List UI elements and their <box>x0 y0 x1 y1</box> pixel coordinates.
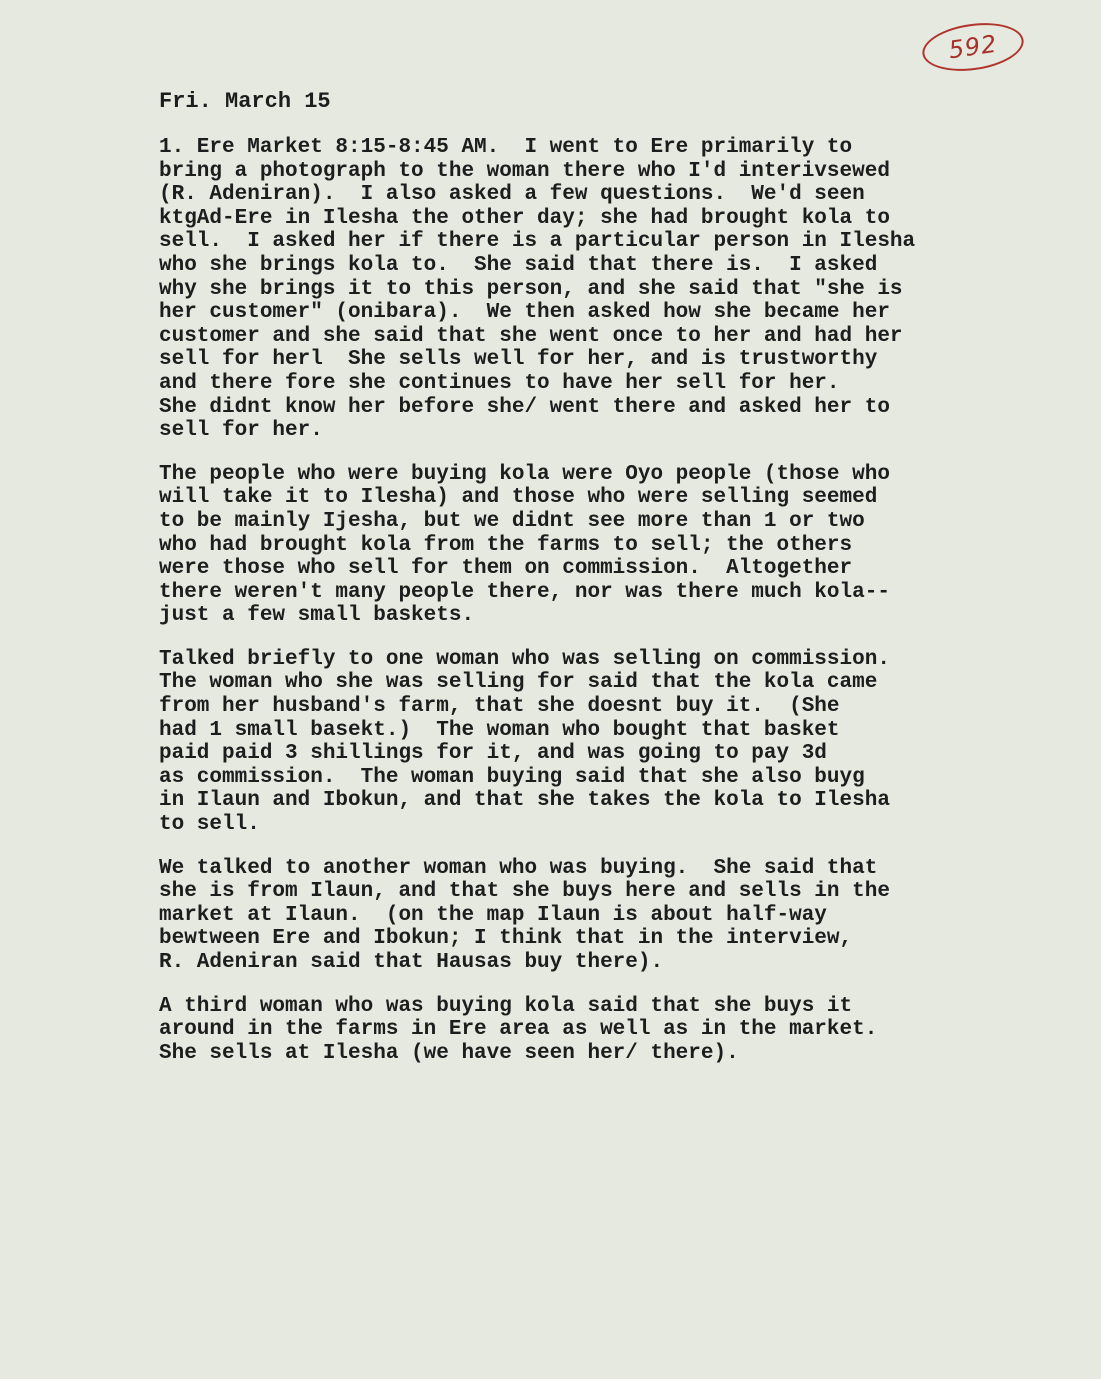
text-line: We talked to another woman who was buying. She said that <box>159 856 878 880</box>
paragraphs-container <box>159 136 1059 1065</box>
text-line: sell. I asked her if there is a particular person in Ilesha <box>159 230 916 254</box>
text-line: A third woman who was buying kola said that she buys it <box>159 994 853 1018</box>
text-line: The people who were buying kola were Oyo people (those who <box>159 462 890 486</box>
text-line: She sells at Ilesha (we have seen her/ there). <box>159 1041 739 1065</box>
document-body <box>159 88 1059 1085</box>
text-line: sell for herl She sells well for her, and is trustworthy <box>159 348 878 372</box>
text-line: market at Ilaun. (on the map Ilaun is about half-way <box>159 903 827 927</box>
paragraph <box>159 995 1059 1066</box>
text-line: who she brings kola to. She said that there is. I asked <box>159 253 878 277</box>
text-line: who had brought kola from the farms to sell; the others <box>159 533 853 557</box>
text-line: she is from Ilaun, and that she buys here and sells in the <box>159 880 890 904</box>
text-line: why she brings it to this person, and she said that "she is <box>159 277 903 301</box>
text-line: were those who sell for them on commission. Altogether <box>159 557 853 581</box>
text-line: in Ilaun and Ibokun, and that she takes the kola to Ilesha <box>159 789 890 813</box>
paragraph <box>159 463 1059 628</box>
text-line: Talked briefly to one woman who was selling on commission. <box>159 647 890 671</box>
text-line: there weren't many people there, nor was there much kola-- <box>159 580 890 604</box>
text-line: had 1 small basekt.) The woman who bought that basket <box>159 718 840 742</box>
text-line: just a few small baskets. <box>159 604 475 628</box>
text-line: as commission. The woman buying said that she also buyg <box>159 765 865 789</box>
text-line: R. Adeniran said that Hausas buy there). <box>159 951 664 974</box>
date-heading: Fri. March 15 <box>159 89 331 114</box>
page-number-stamp <box>919 17 1026 77</box>
text-line: her customer" (onibara). We then asked how she became her <box>159 301 890 325</box>
paragraph <box>159 857 1059 975</box>
text-line: and there fore she continues to have her sell for her. <box>159 371 840 395</box>
paragraph <box>159 648 1059 837</box>
text-line: to be mainly Ijesha, but we didnt see more than 1 or two <box>159 509 865 533</box>
text-line: The woman who she was selling for said that the kola came <box>159 671 878 695</box>
text-line: customer and she said that she went once to her and had her <box>159 324 903 348</box>
text-line: around in the farms in Ere area as well as in the market. <box>159 1018 878 1042</box>
page-number: 592 <box>946 29 1000 65</box>
text-line: 1. Ere Market 8:15-8:45 AM. I went to Ere primarily to <box>159 136 853 159</box>
text-line: from her husband's farm, that she doesnt buy it. (She <box>159 695 840 719</box>
text-line: will take it to Ilesha) and those who were selling seemed <box>159 486 878 510</box>
text-line: bring a photograph to the woman there who I'd interivsewed <box>159 159 890 183</box>
text-line: to sell. <box>159 813 260 837</box>
text-line: She didnt know her before she/ went there and asked her to <box>159 395 890 419</box>
text-line: ktgAd-Ere in Ilesha the other day; she had brought kola to <box>159 206 890 230</box>
text-line: sell for her. <box>159 419 323 443</box>
text-line: paid paid 3 shillings for it, and was going to pay 3d <box>159 742 827 766</box>
paragraph <box>159 136 1059 443</box>
text-line: (R. Adeniran). I also asked a few questions. We'd seen <box>159 183 865 207</box>
text-line: bewtween Ere and Ibokun; I think that in the interview, <box>159 927 853 951</box>
